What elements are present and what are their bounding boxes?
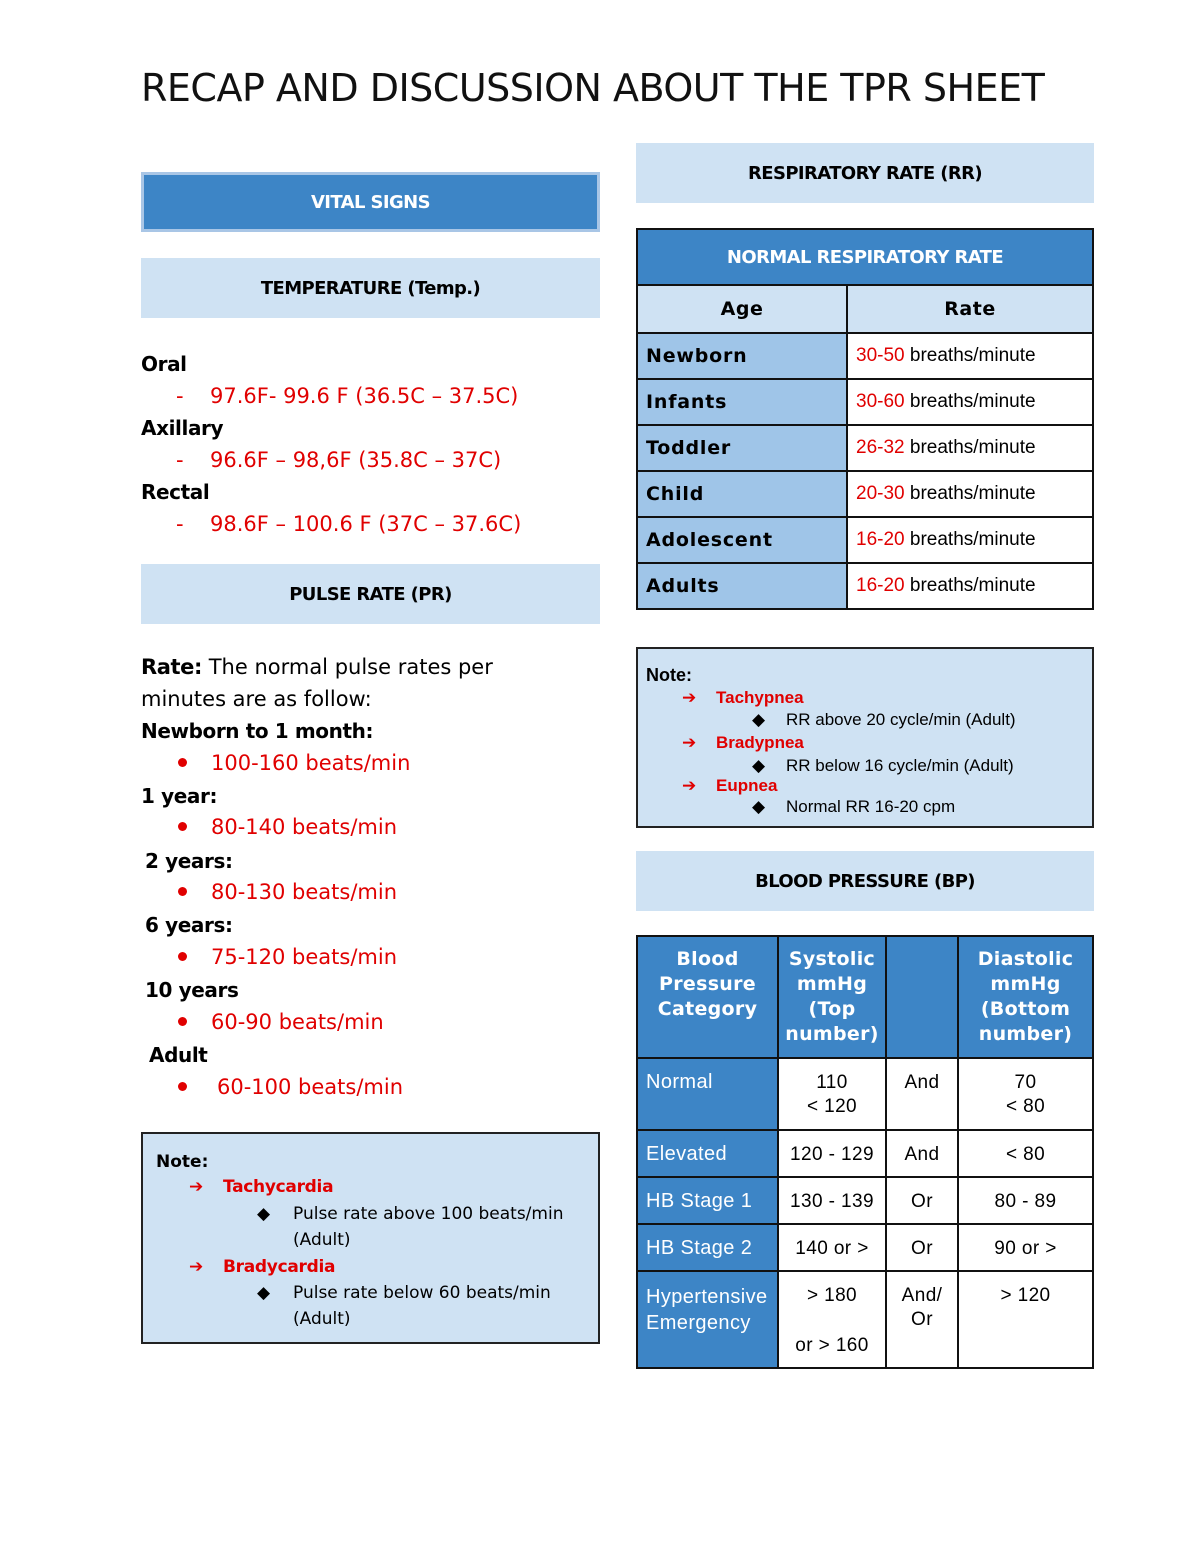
pulse-value-newborn: 100-160 beats/min — [178, 751, 410, 775]
rr-note-title: Note: — [646, 665, 692, 685]
diamond-icon: ◆ — [752, 756, 766, 775]
bp-category: Elevated — [637, 1130, 778, 1177]
table-row — [637, 1271, 1093, 1368]
pulse-value-10years: 60-90 beats/min — [178, 1010, 384, 1034]
rr-rate: 16-20 breaths/minute — [847, 517, 1093, 563]
temp-value-oral: - 97.6F- 99.6 F (36.5C – 37.5C) — [176, 384, 519, 408]
bp-diastolic: > 120 — [958, 1271, 1093, 1368]
pulse-value-1year: 80-140 beats/min — [178, 815, 397, 839]
rr-rate: 16-20 breaths/minute — [847, 563, 1093, 609]
rr-age: Toddler — [637, 425, 847, 471]
pulse-note-tachycardia: ➔ Tachycardia — [189, 1177, 334, 1197]
bp-table — [636, 935, 1094, 1369]
rr-table-title: NORMAL RESPIRATORY RATE — [637, 229, 1093, 285]
temp-label-axillary: Axillary — [141, 416, 224, 440]
table-row — [637, 471, 1093, 517]
bp-category: Normal — [637, 1058, 778, 1130]
bp-operator: Or — [886, 1224, 958, 1271]
table-row — [637, 379, 1093, 425]
table-row — [637, 1224, 1093, 1271]
table-row — [637, 1130, 1093, 1177]
rr-note-eupnea: ➔ Eupnea — [682, 776, 778, 795]
rr-age: Child — [637, 471, 847, 517]
bp-col-operator — [886, 936, 958, 1058]
table-row — [637, 517, 1093, 563]
bp-operator: And — [886, 1058, 958, 1130]
pulse-value-6years: 75-120 beats/min — [178, 945, 397, 969]
pulse-note-brady-desc-2: (Adult) — [293, 1309, 351, 1329]
bp-diastolic: < 80 — [958, 1130, 1093, 1177]
bp-systolic: 140 or > — [778, 1224, 886, 1271]
diamond-icon: ◆ — [257, 1204, 271, 1224]
bp-category: HB Stage 2 — [637, 1224, 778, 1271]
rr-note-bradypnea: ➔ Bradypnea — [682, 733, 804, 752]
bp-diastolic: 80 - 89 — [958, 1177, 1093, 1224]
rr-note-box — [636, 647, 1094, 828]
bp-operator: And/ Or — [886, 1271, 958, 1368]
rr-note-tachypnea: ➔ Tachypnea — [682, 688, 804, 707]
pulse-note-brady-desc: ◆ Pulse rate below 60 beats/min — [257, 1283, 551, 1303]
temp-label-rectal: Rectal — [141, 480, 210, 504]
table-row — [637, 425, 1093, 471]
temp-label-oral: Oral — [141, 352, 187, 376]
rr-age: Adults — [637, 563, 847, 609]
bp-systolic: 120 - 129 — [778, 1130, 886, 1177]
rr-age: Newborn — [637, 333, 847, 379]
bp-diastolic: 90 or > — [958, 1224, 1093, 1271]
table-row — [637, 1177, 1093, 1224]
table-row — [637, 1058, 1093, 1130]
bp-header: BLOOD PRESSURE (BP) — [636, 851, 1094, 911]
bp-col-diastolic: Diastolic mmHg (Bottom number) — [958, 936, 1093, 1058]
arrow-icon: ➔ — [189, 1177, 204, 1197]
rr-rate: 20-30 breaths/minute — [847, 471, 1093, 517]
bp-systolic: 130 - 139 — [778, 1177, 886, 1224]
arrow-icon: ➔ — [682, 733, 697, 752]
rr-note-tachypnea-desc: ◆ RR above 20 cycle/min (Adult) — [752, 710, 1016, 729]
pulse-note-title: Note: — [156, 1152, 209, 1172]
bp-col-systolic: Systolic mmHg (Top number) — [778, 936, 886, 1058]
pulse-note-tachy-desc-2: (Adult) — [293, 1230, 351, 1250]
pulse-header: PULSE RATE (PR) — [141, 564, 600, 624]
diamond-icon: ◆ — [752, 710, 766, 729]
rr-table — [636, 228, 1094, 610]
pulse-label-1year: 1 year: — [141, 784, 218, 808]
rr-col-rate: Rate — [847, 285, 1093, 333]
bp-systolic: 110 < 120 — [778, 1058, 886, 1130]
rr-rate: 30-60 breaths/minute — [847, 379, 1093, 425]
bp-operator: Or — [886, 1177, 958, 1224]
arrow-icon: ➔ — [682, 688, 697, 707]
vital-signs-header: VITAL SIGNS — [141, 172, 600, 232]
rate-intro-1: Rate: The normal pulse rates per — [141, 655, 493, 679]
table-row — [637, 333, 1093, 379]
temp-value-rectal: - 98.6F – 100.6 F (37C – 37.6C) — [176, 512, 522, 536]
rr-header: RESPIRATORY RATE (RR) — [636, 143, 1094, 203]
pulse-label-newborn: Newborn to 1 month: — [141, 719, 374, 743]
table-row — [637, 563, 1093, 609]
rr-note-eupnea-desc: ◆ Normal RR 16-20 cpm — [752, 797, 956, 816]
arrow-icon: ➔ — [682, 776, 697, 795]
rr-col-age: Age — [637, 285, 847, 333]
diamond-icon: ◆ — [752, 797, 766, 816]
rate-intro-2: minutes are as follow: — [141, 687, 372, 711]
pulse-label-adult: Adult — [149, 1043, 208, 1067]
bp-diastolic: 70 < 80 — [958, 1058, 1093, 1130]
pulse-label-6years: 6 years: — [145, 913, 233, 937]
bp-category: HB Stage 1 — [637, 1177, 778, 1224]
pulse-value-adult: 60-100 beats/min — [178, 1075, 403, 1099]
temp-value-axillary: - 96.6F – 98,6F (35.8C – 37C) — [176, 448, 502, 472]
bp-category: Hypertensive Emergency — [637, 1271, 778, 1368]
pulse-value-2years: 80-130 beats/min — [178, 880, 397, 904]
arrow-icon: ➔ — [189, 1257, 204, 1277]
rr-rate: 26-32 breaths/minute — [847, 425, 1093, 471]
pulse-note-tachy-desc: ◆ Pulse rate above 100 beats/min — [257, 1204, 564, 1224]
bp-operator: And — [886, 1130, 958, 1177]
page-title: RECAP AND DISCUSSION ABOUT THE TPR SHEET — [141, 66, 1045, 110]
temperature-header: TEMPERATURE (Temp.) — [141, 258, 600, 318]
rr-age: Infants — [637, 379, 847, 425]
pulse-label-10years: 10 years — [145, 978, 239, 1002]
rr-age: Adolescent — [637, 517, 847, 563]
bp-systolic: > 180 or > 160 — [778, 1271, 886, 1368]
rr-note-bradypnea-desc: ◆ RR below 16 cycle/min (Adult) — [752, 756, 1014, 775]
pulse-label-2years: 2 years: — [145, 849, 233, 873]
pulse-note-bradycardia: ➔ Bradycardia — [189, 1257, 336, 1277]
pulse-note-box — [141, 1132, 600, 1344]
diamond-icon: ◆ — [257, 1283, 271, 1303]
bp-col-category: Blood Pressure Category — [637, 936, 778, 1058]
rr-rate: 30-50 breaths/minute — [847, 333, 1093, 379]
